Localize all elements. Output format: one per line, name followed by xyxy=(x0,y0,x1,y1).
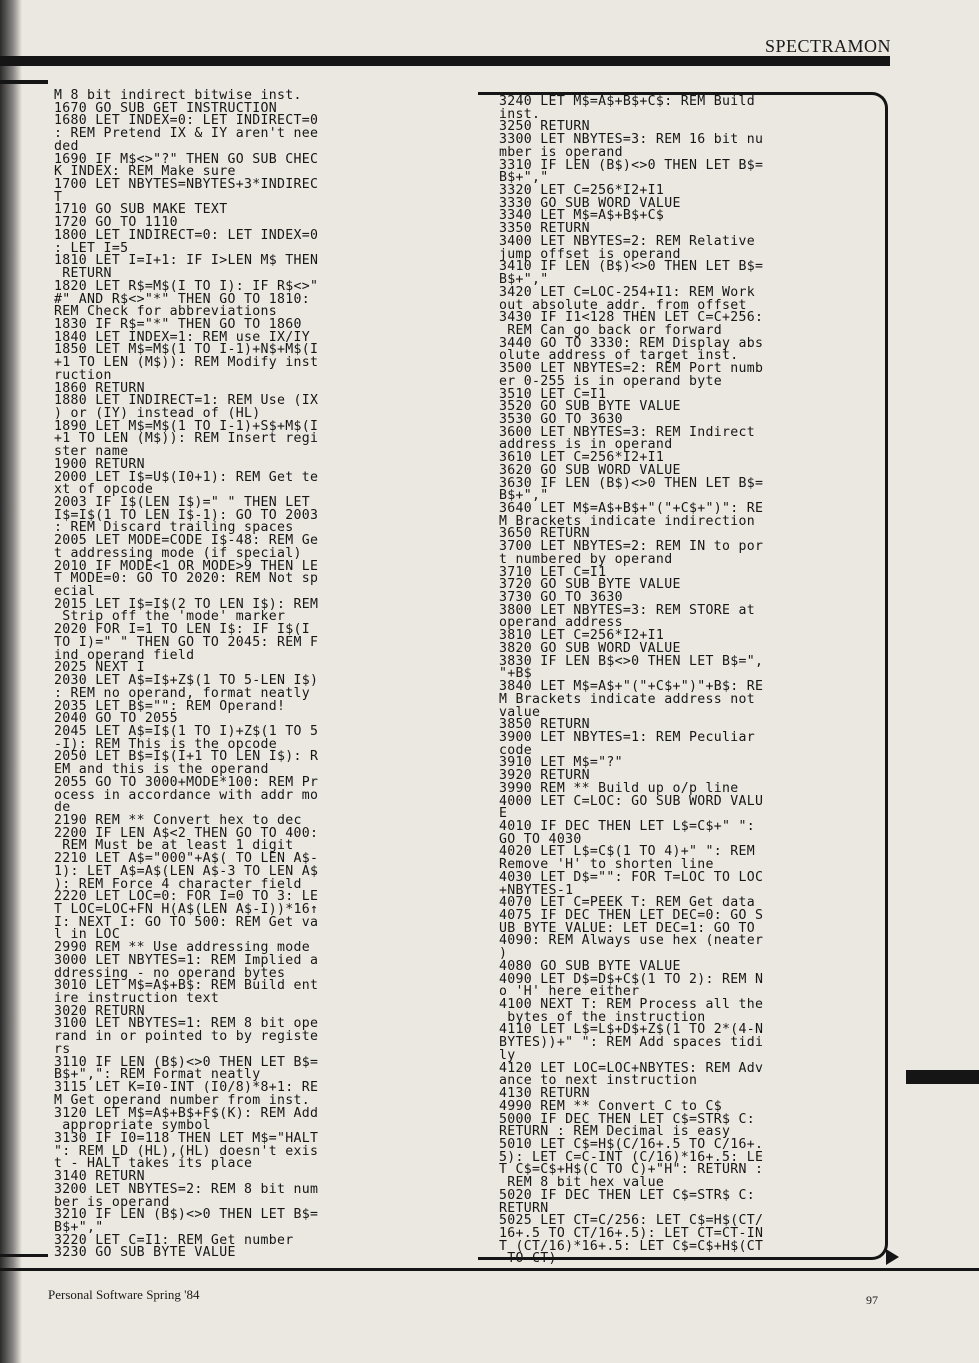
code-line: TO CT) xyxy=(499,1251,557,1267)
code-line: -I): REM This is the opcode xyxy=(54,736,278,752)
code-line: 2055 GO TO 3000+MODE*100: REM Pr xyxy=(54,774,319,790)
code-line: B$+"," xyxy=(499,170,549,186)
code-line: 1890 LET M$=M$(1 TO I-1)+S$+M$(I xyxy=(54,418,319,434)
code-line: REM Must be at least 1 digit xyxy=(54,838,294,854)
code-line: 3350 RETURN xyxy=(499,221,590,237)
code-line: 4000 LET C=LOC: GO SUB WORD VALU xyxy=(499,793,764,809)
code-line: B$+"," xyxy=(499,488,549,504)
code-line: 1810 LET I=I+1: IF I>LEN M$ THEN xyxy=(54,253,319,269)
code-line: Strip off the 'mode' marker xyxy=(54,609,286,625)
code-line: 3710 LET C=I1 xyxy=(499,564,607,580)
code-line: T xyxy=(54,189,63,205)
code-line: appropriate symbol xyxy=(54,1118,211,1134)
code-line: ber is operand xyxy=(54,1194,170,1210)
code-line: T (CT/16)*16+.5: LET C$=C$+H$(CT xyxy=(499,1238,764,1254)
code-line: 1840 LET INDEX=1: REM use IX/IY xyxy=(54,329,311,345)
code-line: +1 TO LEN (M$)): REM Insert regi xyxy=(54,431,319,447)
code-line: 4070 LET C=PEEK T: REM Get data xyxy=(499,895,756,911)
code-line: er 0-255 is in operand byte xyxy=(499,373,723,389)
header-rule-thin xyxy=(0,80,48,84)
code-line: 3920 RETURN xyxy=(499,768,590,784)
code-line: 3600 LET NBYTES=3: REM Indirect xyxy=(499,424,756,440)
code-line: REM Can go back or forward xyxy=(499,322,723,338)
header-rule xyxy=(0,56,890,66)
code-line: ecial xyxy=(54,584,96,600)
code-line: 4100 NEXT T: REM Process all the xyxy=(499,997,764,1013)
code-line: 3130 IF I0=118 THEN LET M$="HALT xyxy=(54,1130,319,1146)
code-line: 3820 GO SUB WORD VALUE xyxy=(499,640,681,656)
code-line: "+B$ xyxy=(499,666,533,682)
code-line: ance to next instruction xyxy=(499,1073,698,1089)
code-line: ": REM LD (HL),(HL) doesn't exis xyxy=(54,1143,319,1159)
code-line: 4130 RETURN xyxy=(499,1086,590,1102)
code-line: o 'H' here either xyxy=(499,984,640,1000)
code-line: REM Check for abbreviations xyxy=(54,304,278,320)
code-line: 3900 LET NBYTES=1: REM Peculiar xyxy=(499,729,756,745)
code-line: t numbered by operand xyxy=(499,551,673,567)
code-line: ly xyxy=(499,1047,516,1063)
code-line: 3100 LET NBYTES=1: REM 8 bit ope xyxy=(54,1016,319,1032)
code-line: 4090 LET D$=D$+C$(1 TO 2): REM N xyxy=(499,971,764,987)
code-line: E xyxy=(499,806,508,822)
code-line: 3440 GO TO 3330: REM Display abs xyxy=(499,335,764,351)
code-line: rand in or pointed to by registe xyxy=(54,1029,319,1045)
code-line: 3220 LET C=I1: REM Get number xyxy=(54,1232,294,1248)
code-line: 4010 IF DEC THEN LET L$=C$+" ": xyxy=(499,818,756,834)
code-line: ruction xyxy=(54,367,112,383)
code-line: RETURN : REM Decimal is easy xyxy=(499,1124,731,1140)
code-line: ind operand field xyxy=(54,647,195,663)
code-line: 3010 LET M$=A$+B$: REM Build ent xyxy=(54,978,319,994)
code-line: code xyxy=(499,742,533,758)
code-line: 3410 IF LEN (B$)<>0 THEN LET B$= xyxy=(499,259,764,275)
code-line: 3610 LET C=256*I2+I1 xyxy=(499,450,665,466)
code-line: 3730 GO TO 3630 xyxy=(499,590,623,606)
code-line: 3990 REM ** Build up o/p line xyxy=(499,780,739,796)
code-line: 2010 IF MODE<1 OR MODE>9 THEN LE xyxy=(54,558,319,574)
code-line: 1720 GO TO 1110 xyxy=(54,215,178,231)
code-line: ): REM Force 4 character field xyxy=(54,876,302,892)
code-line: 3240 LET M$=A$+B$+C$: REM Build xyxy=(499,94,756,109)
code-line: 4080 GO SUB BYTE VALUE xyxy=(499,958,681,974)
code-line: bytes of the instruction xyxy=(499,1009,706,1025)
code-line: TO I)=" " THEN GO TO 2045: REM F xyxy=(54,634,319,650)
code-line: 3340 LET M$=A$+B$+C$ xyxy=(499,208,665,224)
code-line: address is in operand xyxy=(499,437,673,453)
code-line: B$+"," xyxy=(54,1219,104,1235)
code-line: ddressing - no operand bytes xyxy=(54,965,286,981)
code-line: 2015 LET I$=I$(2 TO LEN I$): REM xyxy=(54,596,319,612)
code-line: 3630 IF LEN (B$)<>0 THEN LET B$= xyxy=(499,475,764,491)
code-line: 3830 IF LEN B$<>0 THEN LET B$=", xyxy=(499,653,764,669)
code-line: 3110 IF LEN (B$)<>0 THEN LET B$= xyxy=(54,1054,319,1070)
code-line: 3800 LET NBYTES=3: REM STORE at xyxy=(499,602,756,618)
code-line: mber is operand xyxy=(499,144,623,160)
code-line: 16+.5 TO CT/16+.5): LET CT=CT-IN xyxy=(499,1225,764,1241)
code-line: M Get operand number from inst. xyxy=(54,1092,311,1108)
code-line: RETURN xyxy=(499,1200,549,1216)
code-line: T C$=C$+H$(C TO C)+"H": RETURN : xyxy=(499,1162,764,1178)
code-line: 4030 LET D$="": FOR T=LOC TO LOC xyxy=(499,869,764,885)
code-line: 1830 IF R$="*" THEN GO TO 1860 xyxy=(54,316,302,332)
code-line: 3020 RETURN xyxy=(54,1003,145,1019)
code-line: REM 8 bit hex value xyxy=(499,1175,665,1191)
code-line: RETURN xyxy=(54,266,112,282)
running-header: SPECTRAMON xyxy=(764,36,891,56)
code-line: 3200 LET NBYTES=2: REM 8 bit num xyxy=(54,1181,319,1197)
code-line: 3720 GO SUB BYTE VALUE xyxy=(499,577,681,593)
code-line: 2035 LET B$="": REM Operand! xyxy=(54,698,286,714)
code-line: 2190 REM ** Convert hex to dec xyxy=(54,812,302,828)
code-line: 5020 IF DEC THEN LET C$=STR$ C: xyxy=(499,1187,756,1203)
code-line: 1680 LET INDEX=0: LET INDIRECT=0 xyxy=(54,113,319,129)
code-line: 3300 LET NBYTES=3: REM 16 bit nu xyxy=(499,132,764,148)
code-line: +NBYTES-1 xyxy=(499,882,574,898)
code-line: 2005 LET MODE=CODE I$-48: REM Ge xyxy=(54,533,319,549)
code-line: ocess in accordance with addr mo xyxy=(54,787,319,803)
code-line: ) or (IY) instead of (HL) xyxy=(54,405,261,421)
code-line: rs xyxy=(54,1041,71,1057)
page-number: 97 xyxy=(866,1293,878,1307)
code-line: 5000 IF DEC THEN LET C$=STR$ C: xyxy=(499,1111,756,1127)
code-line: 3320 LET C=256*I2+I1 xyxy=(499,183,665,199)
code-line: 1860 RETURN xyxy=(54,380,145,396)
code-line: +1 TO LEN (M$)): REM Modify inst xyxy=(54,355,319,371)
code-line: 2025 NEXT I xyxy=(54,660,145,676)
code-line: EM and this is the operand xyxy=(54,762,269,778)
code-line: 5025 LET CT=C/256: LET C$=H$(CT/ xyxy=(499,1213,764,1229)
code-line: GO TO 4030 xyxy=(499,831,582,847)
code-line: l in LOC xyxy=(54,927,121,943)
code-line: Remove 'H' to shorten line xyxy=(499,857,714,873)
code-line: 4120 LET LOC=LOC+NBYTES: REM Adv xyxy=(499,1060,764,1076)
code-line: 3840 LET M$=A$+"("+C$+")"+B$: RE xyxy=(499,679,764,695)
code-line: olute address of target inst. xyxy=(499,348,739,364)
code-line: 1820 LET R$=M$(I TO I): IF R$<>" xyxy=(54,278,319,294)
code-line: I$=I$(1 TO LEN I$-1): GO TO 2003 xyxy=(54,507,319,523)
code-line: 4020 LET L$=C$(1 TO 4)+" ": REM xyxy=(499,844,756,860)
code-line: 4090: REM Always use hex (neater xyxy=(499,933,764,949)
code-line: 3330 GO SUB WORD VALUE xyxy=(499,195,681,211)
code-line: 3420 LET C=LOC-254+I1: REM Work xyxy=(499,284,756,300)
code-line: 2045 LET A$=I$(1 TO I)+Z$(1 TO 5 xyxy=(54,723,319,739)
code-line: : REM no operand, format neatly xyxy=(54,685,311,701)
code-line: 1): LET A$=A$(LEN A$-3 TO LEN A$ xyxy=(54,863,319,879)
code-line: 3210 IF LEN (B$)<>0 THEN LET B$= xyxy=(54,1207,319,1223)
page-binding-shadow xyxy=(0,0,22,1363)
code-line: 4990 REM ** Convert C to C$ xyxy=(499,1098,723,1114)
code-line: 3650 RETURN xyxy=(499,526,590,542)
code-line: : REM Pretend IX & IY aren't nee xyxy=(54,126,319,142)
code-line: 2003 IF I$(LEN I$)=" " THEN LET xyxy=(54,495,311,510)
code-line: T LOC=LOC+FN H(A$(LEN A$-I))*16↑ xyxy=(54,902,319,917)
code-line: 1800 LET INDIRECT=0: LET INDEX=0 xyxy=(54,227,319,243)
code-line: #" AND R$<>"*" THEN GO TO 1810: xyxy=(54,291,311,307)
code-line: 2000 LET I$=U$(I0+1): REM Get te xyxy=(54,469,319,485)
code-line: 3000 LET NBYTES=1: REM Implied a xyxy=(54,952,319,968)
code-line: 2220 LET LOC=0: FOR I=0 TO 3: LE xyxy=(54,889,319,905)
code-line: 3120 LET M$=A$+B$+F$(K): REM Add xyxy=(54,1105,319,1121)
code-line: ire instruction text xyxy=(54,991,220,1007)
code-line: ) xyxy=(499,946,508,962)
code-line: 1900 RETURN xyxy=(54,456,145,472)
footer-rule-thin xyxy=(0,1254,48,1257)
code-line: t - HALT takes its place xyxy=(54,1156,253,1172)
code-line: 3430 IF I1<128 THEN LET C=C+256: xyxy=(499,310,764,326)
code-line: T MODE=0: GO TO 2020: REM Not sp xyxy=(54,571,319,587)
listing-column-right xyxy=(499,96,884,1266)
code-line: 1670 GO SUB GET INSTRUCTION xyxy=(54,100,278,116)
code-line: 1850 LET M$=M$(1 TO I-1)+N$+M$(I xyxy=(54,342,319,358)
code-line: value xyxy=(499,704,541,720)
code-line: 1700 LET NBYTES=NBYTES+3*INDIREC xyxy=(54,177,319,193)
listing-column-left xyxy=(54,90,464,1260)
code-line: 2020 FOR I=1 TO LEN I$: IF I$(I xyxy=(54,622,311,638)
code-line: 3115 LET K=I0-INT (I0/8)*8+1: RE xyxy=(54,1080,319,1096)
code-line: UB BYTE VALUE: LET DEC=1: GO TO xyxy=(499,920,756,936)
code-line: de xyxy=(54,800,71,816)
margin-bar xyxy=(906,1070,979,1084)
code-line: 3510 LET C=I1 xyxy=(499,386,607,402)
code-line: M 8 bit indirect bitwise inst. xyxy=(54,88,302,103)
code-line: 5): LET C=C-INT (C/16)*16+.5: LE xyxy=(499,1149,764,1165)
code-line: 3810 LET C=256*I2+I1 xyxy=(499,628,665,644)
code-line: 3520 GO SUB BYTE VALUE xyxy=(499,399,681,415)
code-line: 1880 LET INDIRECT=1: REM Use (IX xyxy=(54,393,319,409)
code-line: xt of opcode xyxy=(54,482,154,498)
code-line: inst. xyxy=(499,106,541,122)
code-line: ded xyxy=(54,138,79,154)
code-line: B$+",": REM Format neatly xyxy=(54,1067,261,1083)
code-line: 2030 LET A$=I$+Z$(1 TO 5-LEN I$) xyxy=(54,673,319,689)
code-line: 1710 GO SUB MAKE TEXT xyxy=(54,202,228,218)
code-line: 2050 LET B$=I$(I+1 TO LEN I$): R xyxy=(54,749,319,765)
code-line: 4075 IF DEC THEN LET DEC=0: GO S xyxy=(499,908,764,923)
code-line: 3400 LET NBYTES=2: REM Relative xyxy=(499,233,756,249)
code-line: 4110 LET L$=L$+D$+Z$(1 TO 2*(4-N xyxy=(499,1022,764,1038)
code-line: 2040 GO TO 2055 xyxy=(54,711,178,727)
code-line: 3230 GO SUB BYTE VALUE xyxy=(54,1245,236,1261)
code-line: B$+"," xyxy=(499,272,549,288)
code-line: ster name xyxy=(54,444,129,460)
code-line: 3850 RETURN xyxy=(499,717,590,733)
code-line: jump offset is operand xyxy=(499,246,681,262)
code-line: 5010 LET C$=H$(C/16+.5 TO C/16+. xyxy=(499,1136,764,1152)
code-line: K INDEX: REM Make sure xyxy=(54,164,236,180)
code-line: 1690 IF M$<>"?" THEN GO SUB CHEC xyxy=(54,151,319,167)
publication-footer: Personal Software Spring '84 xyxy=(48,1287,200,1302)
continue-arrow-icon xyxy=(886,1249,899,1265)
code-line: 3250 RETURN xyxy=(499,119,590,135)
footer-rule xyxy=(0,1268,979,1271)
code-line: 2990 REM ** Use addressing mode xyxy=(54,940,311,956)
code-line: 3640 LET M$=A$+B$+"("+C$+")": RE xyxy=(499,501,764,516)
code-line: 3310 IF LEN (B$)<>0 THEN LET B$= xyxy=(499,157,764,173)
code-line: 3500 LET NBYTES=2: REM Port numb xyxy=(499,361,764,377)
code-line: 3530 GO TO 3630 xyxy=(499,411,623,427)
code-line: BYTES))+" ": REM Add spaces tidi xyxy=(499,1035,764,1051)
code-line: M Brackets indicate address not xyxy=(499,691,756,707)
code-line: : REM Discard trailing spaces xyxy=(54,520,294,536)
code-line: 2200 IF LEN A$<2 THEN GO TO 400: xyxy=(54,825,319,841)
code-line: 3700 LET NBYTES=2: REM IN to por xyxy=(499,539,764,555)
code-line: 3910 LET M$="?" xyxy=(499,755,623,771)
code-line: 3140 RETURN xyxy=(54,1169,145,1185)
code-line: operand address xyxy=(499,615,623,631)
code-line: 2210 LET A$="000"+A$( TO LEN A$- xyxy=(54,851,319,867)
code-line: M Brackets indicate indirection xyxy=(499,513,756,529)
code-line: out absolute addr. from offset xyxy=(499,297,747,313)
code-line: : LET I=5 xyxy=(54,240,129,256)
code-line: t addressing mode (if special) xyxy=(54,545,302,561)
code-line: 3620 GO SUB WORD VALUE xyxy=(499,462,681,478)
code-line: I: NEXT I: GO TO 500: REM Get va xyxy=(54,914,319,930)
